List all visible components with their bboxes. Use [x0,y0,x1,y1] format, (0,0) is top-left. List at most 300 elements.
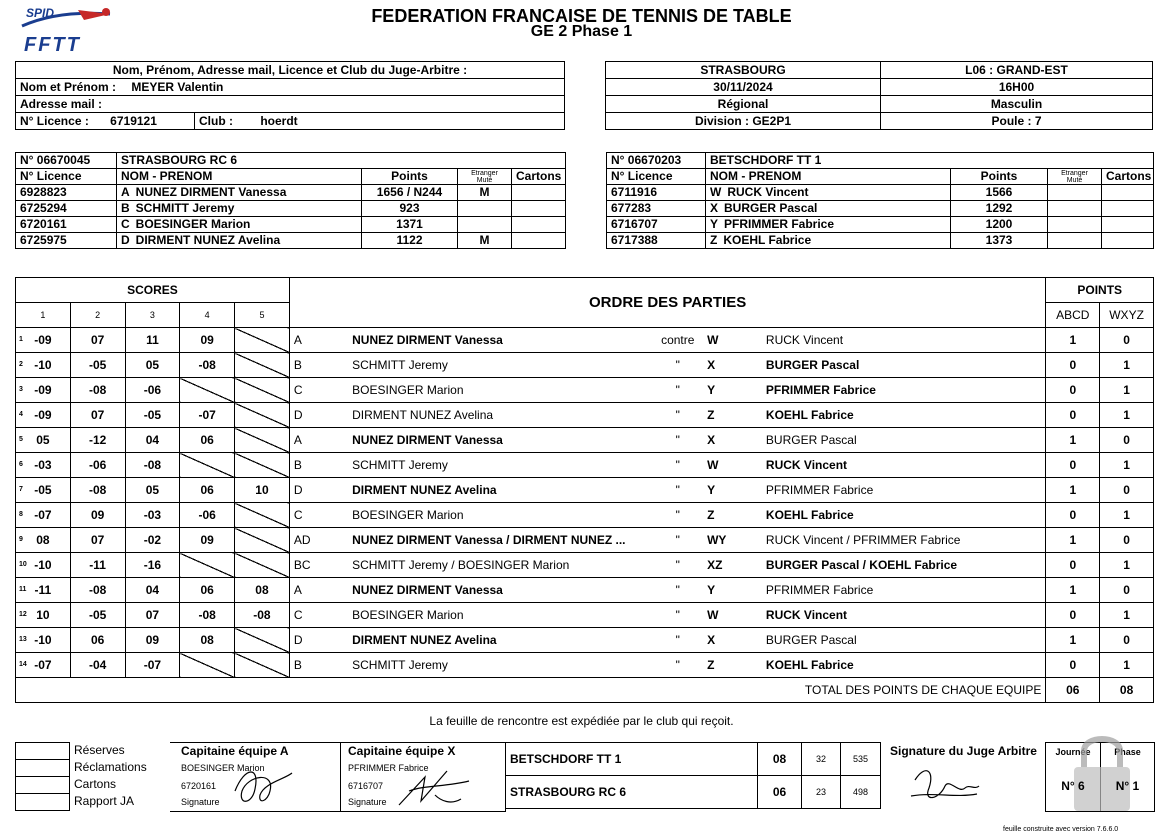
game-number: 9 [19,536,23,543]
team-a-table [15,152,566,249]
game-side-a: C [289,603,348,628]
set-score-value: -07 [34,658,52,672]
game-points-x: 1 [1100,378,1154,403]
set-score-value: 10 [36,608,50,622]
set-score: 04 [125,578,180,603]
player-licence: 6725975 [16,233,117,249]
game-number: 12 [19,611,27,618]
set-score: 06 [180,578,235,603]
phase-value: N° 1 [1115,779,1140,793]
set-score-value: -05 [34,483,52,497]
player-full-name: DIRMENT NUNEZ Avelina [135,233,281,247]
game-player-a: DIRMENT NUNEZ Avelina [348,628,652,653]
game-player-x: RUCK Vincent [762,328,1046,353]
set-score [180,378,235,403]
game-vs: " [652,603,703,628]
set-score: 07 [70,328,125,353]
game-side-a: AD [289,528,348,553]
player-licence: 6725294 [16,201,117,217]
set-score [16,653,71,678]
game-vs: " [652,428,703,453]
player-cards [1102,217,1154,233]
total-label: TOTAL DES POINTS DE CHAQUE EQUIPE [16,678,1046,703]
team-a-player-row [16,201,566,217]
set-score: 09 [180,528,235,553]
set-score: 09 [180,328,235,353]
game-player-a: BOESINGER Marion [348,503,652,528]
game-row [16,403,1154,428]
game-side-a: D [289,403,348,428]
total-x: 08 [1100,678,1154,703]
set-score-value: -09 [34,383,52,397]
set-score: -05 [70,353,125,378]
game-player-x: BURGER Pascal / KOEHL Fabrice [762,553,1046,578]
set-score [16,503,71,528]
set-score [235,503,290,528]
game-points-x: 1 [1100,503,1154,528]
set-score: -07 [180,403,235,428]
game-row [16,603,1154,628]
player-name [706,233,951,249]
game-number: 1 [19,336,23,343]
game-points-x: 1 [1100,453,1154,478]
player-full-name: BURGER Pascal [724,201,818,215]
games-table [15,277,1154,703]
player-full-name: NUNEZ DIRMENT Vanessa [135,185,287,199]
team-a-col-points: Points [362,169,458,185]
result-sets: 32 [802,743,841,776]
captain-a-box [170,742,341,812]
set-score [180,653,235,678]
player-name [706,217,951,233]
referee-email-label: Adresse mail : [16,96,565,113]
player-full-name: SCHMITT Jeremy [135,201,235,215]
set-score-value: -07 [34,508,52,522]
game-row [16,478,1154,503]
captain-x-name: PFRIMMER Fabrice [348,763,429,773]
set-score: -08 [180,353,235,378]
match-level: Régional [606,96,881,113]
game-side-x: Y [703,478,762,503]
set-score [16,553,71,578]
player-cards [1102,233,1154,249]
checklist-row [15,793,170,810]
game-player-x: PFRIMMER Fabrice [762,578,1046,603]
game-points-a: 0 [1046,353,1100,378]
order-header: ORDRE DES PARTIES [289,278,1046,328]
match-time: 16H00 [881,79,1153,96]
game-player-a: NUNEZ DIRMENT Vanessa [348,328,652,353]
page-title: FEDERATION FRANCAISE DE TENNIS DE TABLE [371,6,792,26]
player-name [117,233,362,249]
set-score-value: 05 [36,433,50,447]
set-score-value: -10 [34,633,52,647]
match-pool: Poule : 7 [881,113,1153,130]
player-mute [458,201,512,217]
game-vs: " [652,578,703,603]
game-points-x: 1 [1100,553,1154,578]
game-number: 7 [19,486,23,493]
set-score [16,328,71,353]
player-mute [458,217,512,233]
game-row [16,378,1154,403]
team-a-player-row [16,185,566,201]
game-player-x: BURGER Pascal [762,628,1046,653]
player-licence: 6717388 [607,233,706,249]
player-cards [512,217,566,233]
set-score [235,628,290,653]
player-name [117,201,362,217]
game-vs: " [652,453,703,478]
set-score: 05 [125,478,180,503]
set-score [235,528,290,553]
set-score [180,453,235,478]
team-a-number: N° 06670045 [16,153,117,169]
game-number: 10 [19,561,27,568]
player-licence: 6716707 [607,217,706,233]
player-points: 1122 [362,233,458,249]
game-points-a: 1 [1046,328,1100,353]
player-cards [1102,185,1154,201]
player-letter: D [121,233,130,247]
game-row [16,528,1154,553]
col-abcd-header: ABCD [1046,303,1100,328]
team-x-col-licence: N° Licence [607,169,706,185]
game-player-x: RUCK Vincent [762,603,1046,628]
set-header: 3 [125,303,180,328]
set-score-value: -09 [34,333,52,347]
sending-note: La feuille de rencontre est expédiée par le club qui reçoit. [429,714,734,728]
referee-licence-value: 6719121 [110,113,157,128]
set-score: -03 [125,503,180,528]
referee-table [15,61,565,130]
set-score [16,453,71,478]
result-row [506,743,881,776]
game-side-x: Y [703,378,762,403]
game-number: 5 [19,436,23,443]
result-team: STRASBOURG RC 6 [506,776,758,809]
results-table [505,742,881,809]
game-player-x: KOEHL Fabrice [762,503,1046,528]
game-side-x: XZ [703,553,762,578]
game-number: 8 [19,511,23,518]
checklist-checkbox[interactable] [15,742,70,760]
player-name [706,185,951,201]
game-points-a: 0 [1046,503,1100,528]
set-score [235,403,290,428]
game-points-a: 0 [1046,453,1100,478]
game-row [16,328,1154,353]
set-score [16,403,71,428]
set-header: 1 [16,303,71,328]
player-cards [512,201,566,217]
team-x-col-name: NOM - PRENOM [706,169,951,185]
game-player-a: NUNEZ DIRMENT Vanessa [348,428,652,453]
game-side-x: W [703,328,762,353]
set-score: -08 [180,603,235,628]
game-side-a: A [289,428,348,453]
set-header: 5 [235,303,290,328]
set-score-value: -10 [34,358,52,372]
player-licence: 6928823 [16,185,117,201]
set-score: 10 [235,478,290,503]
player-name [117,217,362,233]
result-sets: 23 [802,776,841,809]
col-wxyz-header: WXYZ [1100,303,1154,328]
game-side-x: Y [703,578,762,603]
game-side-x: Z [703,653,762,678]
game-vs: " [652,528,703,553]
game-points-x: 1 [1100,353,1154,378]
player-letter: C [121,217,130,231]
captain-x-title: Capitaine équipe X [348,744,456,758]
set-score: 11 [125,328,180,353]
set-score: -08 [70,578,125,603]
game-side-x: X [703,353,762,378]
game-side-a: BC [289,553,348,578]
game-points-a: 0 [1046,378,1100,403]
team-x-player-row [607,201,1154,217]
player-licence: 6711916 [607,185,706,201]
referee-club-value: hoerdt [260,113,298,128]
game-number: 3 [19,386,23,393]
player-letter: Y [710,217,719,231]
set-score: 07 [70,528,125,553]
team-x-player-row [607,233,1154,249]
game-number: 11 [19,586,27,593]
game-player-a: SCHMITT Jeremy [348,453,652,478]
game-side-x: X [703,428,762,453]
player-licence: 677283 [607,201,706,217]
player-points: 923 [362,201,458,217]
referee-licence-label: N° Licence : [20,113,89,128]
total-a: 06 [1046,678,1100,703]
journee-phase-box [1045,742,1155,812]
game-row [16,553,1154,578]
set-score: -16 [125,553,180,578]
points-header: POINTS [1046,278,1154,303]
team-a-col-name: NOM - PRENOM [117,169,362,185]
team-x-col-cards: Cartons [1102,169,1154,185]
game-player-x: BURGER Pascal [762,353,1046,378]
captain-x-licence: 6716707 [348,781,384,791]
player-cards [512,233,566,249]
game-side-x: W [703,603,762,628]
player-mute: M [458,233,512,249]
checklist-checkbox[interactable] [15,759,70,777]
game-side-a: A [289,578,348,603]
player-mute [1048,185,1102,201]
game-points-x: 0 [1100,628,1154,653]
team-x-table [606,152,1154,249]
game-player-x: BURGER Pascal [762,428,1046,453]
page-subtitle: GE 2 Phase 1 [530,23,633,40]
game-number: 2 [19,361,23,368]
set-score: -07 [125,653,180,678]
set-score-value: 08 [36,533,50,547]
match-division: Division : GE2P1 [606,113,881,130]
set-score: -12 [70,428,125,453]
set-score: 07 [70,403,125,428]
set-score: 04 [125,428,180,453]
captain-x-signature-icon [395,765,475,811]
game-side-a: C [289,378,348,403]
game-row [16,653,1154,678]
captain-a-title: Capitaine équipe A [181,744,289,758]
game-player-x: RUCK Vincent / PFRIMMER Fabrice [762,528,1046,553]
game-row [16,428,1154,453]
set-score: -06 [125,378,180,403]
game-player-a: SCHMITT Jeremy / BOESINGER Marion [348,553,652,578]
checklist-row [15,776,170,793]
player-mute: M [458,185,512,201]
player-licence: 6720161 [16,217,117,233]
set-score: -08 [125,453,180,478]
set-header: 4 [180,303,235,328]
set-score: -08 [70,378,125,403]
logo-spid-text: SPID [26,6,55,20]
match-info-table [605,61,1153,130]
game-side-a: B [289,653,348,678]
game-player-a: BOESINGER Marion [348,603,652,628]
game-number: 4 [19,411,23,418]
result-row [506,776,881,809]
set-score: 07 [125,603,180,628]
game-vs: " [652,628,703,653]
game-row [16,453,1154,478]
game-player-a: DIRMENT NUNEZ Avelina [348,478,652,503]
game-vs: " [652,653,703,678]
result-points: 06 [758,776,802,809]
player-points: 1292 [951,201,1048,217]
game-side-x: W [703,453,762,478]
game-side-a: C [289,503,348,528]
set-score: -08 [70,478,125,503]
player-name [706,201,951,217]
set-score: 08 [235,578,290,603]
player-letter: X [710,201,719,215]
game-points-a: 1 [1046,628,1100,653]
set-score-value: -09 [34,408,52,422]
set-score: -06 [70,453,125,478]
game-points-x: 0 [1100,528,1154,553]
set-score [235,353,290,378]
set-score [235,428,290,453]
game-row [16,353,1154,378]
player-points: 1371 [362,217,458,233]
result-balls: 498 [841,776,881,809]
result-balls: 535 [841,743,881,776]
game-points-x: 0 [1100,478,1154,503]
player-letter: W [710,185,722,199]
captain-a-licence: 6720161 [181,781,217,791]
team-x-col-foreign: Etranger Muté [1048,169,1102,185]
game-points-x: 0 [1100,428,1154,453]
game-points-a: 0 [1046,653,1100,678]
player-full-name: KOEHL Fabrice [723,233,812,247]
game-player-a: BOESINGER Marion [348,378,652,403]
game-side-a: A [289,328,348,353]
set-score: 05 [125,353,180,378]
result-team: BETSCHDORF TT 1 [506,743,758,776]
set-score [235,378,290,403]
set-score [235,453,290,478]
set-score: 09 [70,503,125,528]
player-mute [1048,217,1102,233]
game-player-x: KOEHL Fabrice [762,653,1046,678]
set-score [235,553,290,578]
team-x-player-row [607,185,1154,201]
set-score: -05 [70,603,125,628]
team-x-col-points: Points [951,169,1048,185]
game-side-a: D [289,478,348,503]
player-cards [512,185,566,201]
phase-label: Phase [1114,747,1141,757]
set-score: -05 [125,403,180,428]
set-score-value: -11 [34,583,52,597]
match-gender: Masculin [881,96,1153,113]
captain-a-signature-label: Signature [181,797,220,807]
set-score [16,603,71,628]
game-player-x: PFRIMMER Fabrice [762,478,1046,503]
captain-x-box [340,742,506,812]
result-points: 08 [758,743,802,776]
set-score: -02 [125,528,180,553]
set-score-value: -03 [34,458,52,472]
set-score [16,578,71,603]
set-score: -11 [70,553,125,578]
set-score [16,378,71,403]
set-score-value: -10 [34,558,52,572]
checklist-checkbox[interactable] [15,793,70,811]
game-points-a: 1 [1046,428,1100,453]
set-score [235,653,290,678]
captain-a-name: BOESINGER Marion [181,763,265,773]
set-score [16,428,71,453]
checklist-checkbox[interactable] [15,776,70,794]
game-side-a: B [289,453,348,478]
set-score [16,628,71,653]
team-x-number: N° 06670203 [607,153,706,169]
set-score: -04 [70,653,125,678]
team-a-col-foreign: Etranger Muté [458,169,512,185]
game-points-x: 1 [1100,403,1154,428]
captain-x-signature-label: Signature [348,797,387,807]
set-score [16,353,71,378]
game-player-a: SCHMITT Jeremy [348,653,652,678]
journee-label: Journée [1055,747,1091,757]
set-score: 06 [70,628,125,653]
referee-name-value: MEYER Valentin [131,79,224,94]
player-cards [1102,201,1154,217]
game-points-x: 0 [1100,328,1154,353]
checklist-label: Réserves [74,743,125,757]
set-score: -06 [180,503,235,528]
match-league: L06 : GRAND-EST [881,62,1153,79]
team-a-col-cards: Cartons [512,169,566,185]
journee-value: N° 6 [1061,779,1085,793]
game-player-x: RUCK Vincent [762,453,1046,478]
game-vs: " [652,553,703,578]
game-player-a: DIRMENT NUNEZ Avelina [348,403,652,428]
referee-name-label: Nom et Prénom : [20,79,117,94]
checklist-row [15,742,170,759]
game-row [16,503,1154,528]
game-row [16,578,1154,603]
padlock-icon [1066,727,1138,813]
game-points-a: 0 [1046,553,1100,578]
game-points-a: 1 [1046,478,1100,503]
